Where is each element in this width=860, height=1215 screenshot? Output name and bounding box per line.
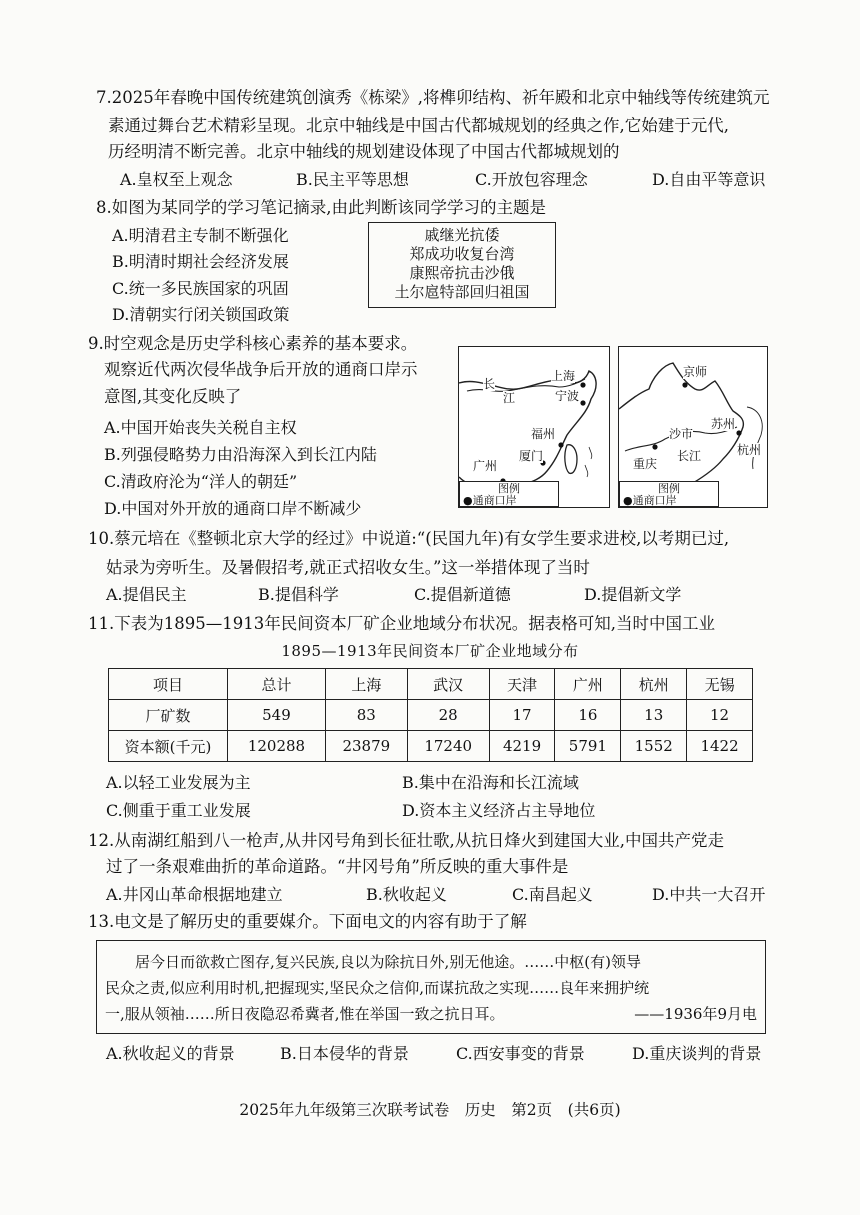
- table-cell: 120288: [228, 731, 326, 762]
- quote-source: ——1936年9月电: [634, 1005, 757, 1023]
- legend-item: ●通商口岸: [623, 494, 677, 507]
- note-item: 郑成功收复台湾: [409, 245, 515, 263]
- q13-option-b: B.日本侵华的背景: [280, 1044, 409, 1063]
- table-header-cell: 广州: [555, 669, 621, 700]
- legend-item: ●通商口岸: [463, 494, 517, 507]
- table-cell: 13: [621, 700, 687, 731]
- q11-stem: 11.下表为1895—1913年民间资本厂矿企业地域分布状况。据表格可知,当时中国工业: [88, 614, 715, 633]
- map2-label: 长江: [677, 449, 702, 463]
- q13-option-d: D.重庆谈判的背景: [632, 1044, 762, 1063]
- table-cell: 28: [407, 700, 489, 731]
- q12-option-c: C.南昌起义: [512, 885, 593, 904]
- q12-option-a: A.井冈山革命根据地建立: [106, 885, 283, 904]
- q7-option-d: D.自由平等意识: [652, 170, 766, 189]
- q8-stem: 8.如图为某同学的学习笔记摘录,由此判断该同学学习的主题是: [96, 198, 546, 217]
- q7-option-a: A.皇权至上观念: [120, 170, 233, 189]
- q12-stem-line1: 12.从南湖红船到八一枪声,从井冈号角到长征壮歌,从抗日烽火到建国大业,中国共产党走: [88, 831, 724, 850]
- study-notes-box: [368, 222, 556, 308]
- q7-stem-line3: 历经明清不断完善。北京中轴线的规划建设体现了中国古代都城规划的: [108, 142, 620, 161]
- quote-line: 民众之责,似应利用时机,把握现实,坚民众之信仰,而谋抗敌之实现……良年来拥护统: [105, 979, 650, 997]
- q11-option-c: C.侧重于重工业发展: [106, 801, 251, 820]
- map2-label: 京师: [683, 365, 708, 379]
- table-title: 1895—1913年民间资本厂矿企业地域分布: [281, 642, 579, 660]
- table-header-cell: 无锡: [687, 669, 753, 700]
- q7-option-b: B.民主平等思想: [296, 170, 409, 189]
- table-header-cell: 项目: [109, 669, 228, 700]
- q13-stem: 13.电文是了解历史的重要媒介。下面电文的内容有助于了解: [88, 912, 527, 931]
- q9-stem-line1: 9.时空观念是历史学科核心素养的基本要求。: [88, 334, 418, 353]
- table-header-cell: 天津: [489, 669, 555, 700]
- q8-option-b: B.明清时期社会经济发展: [112, 252, 289, 271]
- q10-stem-line1: 10.蔡元培在《整顿北京大学的经过》中说道:“(民国九年)有女学生要求进校,以考期已过,: [88, 529, 730, 548]
- q12-stem-line2: 过了一条艰难曲折的革命道路。“井冈号角”所反映的重大事件是: [106, 857, 569, 876]
- q11-option-a: A.以轻工业发展为主: [106, 773, 251, 792]
- table-cell: 4219: [489, 731, 555, 762]
- q10-option-b: B.提倡科学: [258, 585, 339, 604]
- enterprise-distribution-table: [108, 668, 753, 762]
- map1-label: 上海: [551, 369, 576, 383]
- table-cell: 17: [489, 700, 555, 731]
- table-cell: 23879: [325, 731, 407, 762]
- legend-title: 图例: [498, 482, 520, 495]
- q7-stem-line2: 素通过舞台艺术精彩呈现。北京中轴线是中国古代都城规划的经典之作,它始建于元代,: [108, 116, 729, 135]
- q7-stem-line1: 7.2025年春晚中国传统建筑创演秀《栋梁》,将榫卯结构、祈年殿和北京中轴线等传统建筑元: [96, 88, 770, 107]
- q11-option-d: D.资本主义经济占主导地位: [402, 801, 596, 820]
- map1-label: 福州: [531, 427, 556, 441]
- q12-option-d: D.中共一大召开: [652, 885, 766, 904]
- table-header-cell: 总计: [228, 669, 326, 700]
- q9-stem-line2: 观察近代两次侵华战争后开放的通商口岸示: [104, 360, 418, 379]
- q9-option-a: A.中国开始丧失关税自主权: [104, 418, 297, 437]
- table-cell: 17240: [407, 731, 489, 762]
- q10-stem-line2: 姑录为旁听生。及暑假招考,就正式招收女生。”这一举措体现了当时: [106, 558, 590, 577]
- q11-option-b: B.集中在沿海和长江流域: [402, 773, 579, 792]
- table-cell: 16: [555, 700, 621, 731]
- q7-option-c: C.开放包容理念: [475, 170, 588, 189]
- map1-label: 江: [503, 391, 516, 405]
- map1-label: 厦门: [519, 449, 544, 463]
- q9-option-b: B.列强侵略势力由沿海深入到长江内陆: [104, 445, 377, 464]
- map2-label: 沙市: [669, 427, 694, 441]
- quote-line: [105, 1001, 757, 1027]
- q8-option-d: D.清朝实行闭关锁国政策: [112, 305, 290, 324]
- q10-option-c: C.提倡新道德: [414, 585, 511, 604]
- note-item: 土尔扈特部回归祖国: [394, 283, 530, 301]
- map1-label: 宁波: [555, 389, 580, 403]
- quote-line: 居今日而欲救亡图存,复兴民族,良以为除抗日外,别无他途。……中枢(有)领导: [135, 953, 642, 971]
- map2-label: 重庆: [633, 457, 658, 471]
- table-row: [109, 731, 753, 762]
- q8-option-a: A.明清君主专制不断强化: [112, 226, 289, 245]
- table-cell: 1552: [621, 731, 687, 762]
- q13-option-c: C.西安事变的背景: [456, 1044, 585, 1063]
- telegram-quote-box: [96, 940, 766, 1034]
- note-item: 康熙帝抗击沙俄: [409, 264, 515, 282]
- legend-title: 图例: [658, 482, 680, 495]
- q9-option-d: D.中国对外开放的通商口岸不断减少: [104, 499, 362, 518]
- table-cell: 83: [325, 700, 407, 731]
- quote-text: 一,服从领袖……所日夜隐忍希冀者,惟在举国一致之抗日耳。: [105, 1005, 505, 1023]
- page-footer: 2025年九年级第三次联考试卷 历史 第2页 (共6页): [239, 1101, 621, 1119]
- map-first-war-ports: [458, 346, 610, 508]
- map1-legend: [459, 481, 559, 507]
- map1-label: 广州: [473, 459, 498, 473]
- q9-stem-line3: 意图,其变化反映了: [104, 387, 242, 406]
- q9-option-c: C.清政府沦为“洋人的朝廷”: [104, 472, 298, 491]
- map2-label: 杭州: [737, 443, 762, 457]
- q13-option-a: A.秋收起义的背景: [106, 1044, 235, 1063]
- q10-option-a: A.提倡民主: [106, 585, 187, 604]
- table-header-row: [109, 669, 753, 700]
- table-cell: 厂矿数: [109, 700, 228, 731]
- q12-option-b: B.秋收起义: [366, 885, 447, 904]
- table-cell: 5791: [555, 731, 621, 762]
- table-header-cell: 武汉: [407, 669, 489, 700]
- table-row: [109, 700, 753, 731]
- table-cell: 12: [687, 700, 753, 731]
- table-cell: 1422: [687, 731, 753, 762]
- table-cell: 549: [228, 700, 326, 731]
- map1-label: 长: [483, 377, 496, 391]
- map-second-war-ports: [618, 346, 768, 508]
- table-header-cell: 杭州: [621, 669, 687, 700]
- table-header-cell: 上海: [325, 669, 407, 700]
- table-cell: 资本额(千元): [109, 731, 228, 762]
- q8-option-c: C.统一多民族国家的巩固: [112, 279, 289, 298]
- map2-legend: [619, 481, 719, 507]
- note-item: 戚继光抗倭: [424, 226, 500, 244]
- map2-label: 苏州: [711, 417, 736, 431]
- q10-option-d: D.提倡新文学: [584, 585, 682, 604]
